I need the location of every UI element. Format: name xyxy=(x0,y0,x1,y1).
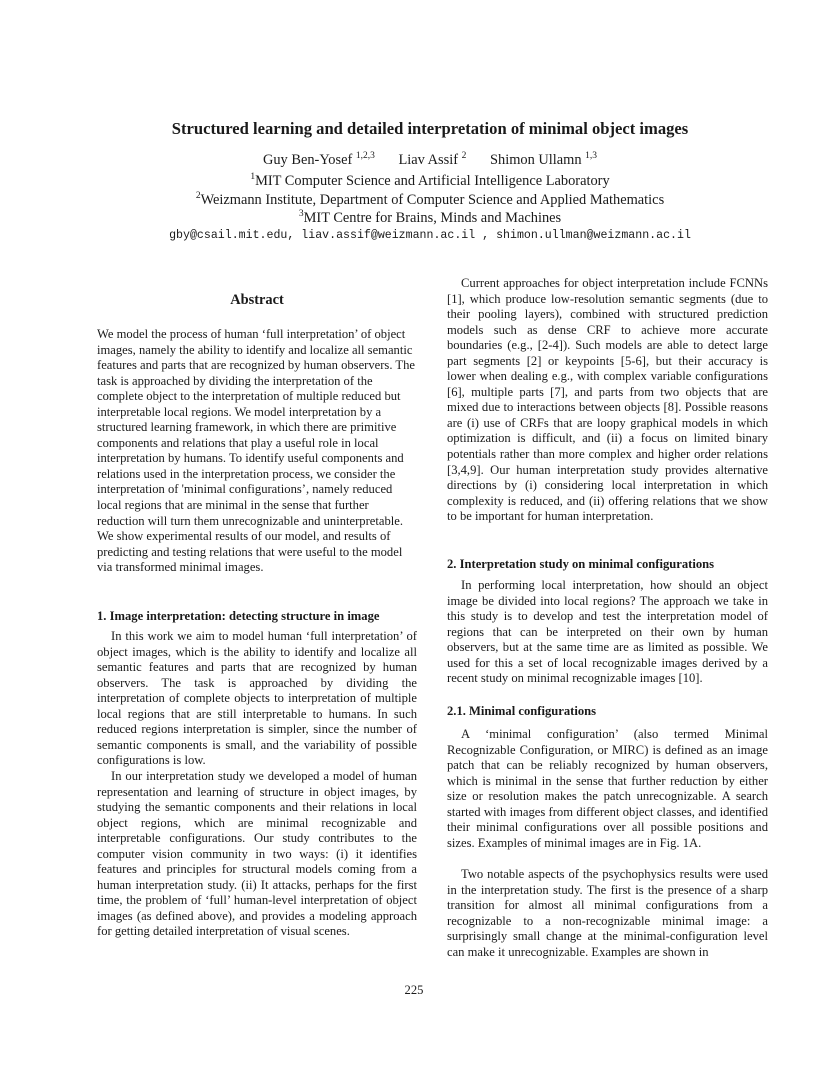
paragraph: Current approaches for object interpretation include FCNNs [1], which produce low-resolution semantic segments (due to their pooling layers), combined with structured prediction models such as dense CRF to achieve more accurate boundaries (e.g., [2-4]). Such models are able to detect large part segments [2] or keypoints [5-6], but their accuracy is lower when dealing e.g., with complex variable configurations [6], multiple parts [7], and parts from two objects that are mixed due to interactions between objects [8]. Possible reasons are (i) use of CRFs that are loopy graphical models in which optimization is difficult, and (ii) a focus on limited binary potentials rather than more complex and higher order relations [3,4,9]. Our human interpretation study provides alternative directions by (i) considering local interpretation in which complexity is reduced, and (ii) offering relations that we show to be important for human interpretation. xyxy=(447,276,768,524)
author xyxy=(263,150,375,170)
affiliation-text: MIT Centre for Brains, Minds and Machines xyxy=(303,210,562,226)
abstract-heading: Abstract xyxy=(230,292,284,308)
page-number: 225 xyxy=(404,983,424,997)
affiliation-mark: 1 xyxy=(250,172,256,182)
author-name: Shimon Ullamn xyxy=(490,152,582,168)
abstract-text: We model the process of human ‘full interpretation’ of object images, namely the ability to identify and localize all semantic features and parts that are recognized by human observers. The task is approached by dividing the interpretation of the complete object to the interpretation of multiple reduced but interpretable local regions. We model interpretation by a structured learning framework, in which there are primitive components and relations that play a useful role in local interpretation by humans. To identify useful components and relations used in the interpretation process, we consider the interpretation of 'minimal configurations’, namely reduced local regions that are minimal in the sense that further reduction will turn them unrecognizable and uninterpretable. We show experimental results of our model, and results of predicting and testing relations that were useful to the model via transformed minimal images. xyxy=(97,327,415,575)
paragraph: In our interpretation study we developed a model of human representation and learning of structure in object images, by studying the semantic components and their relations in local object regions, which are minimal recognizable and interpretable configurations. Our study contributes to the computer vision community in two ways: (i) it identifies features and principles for structural models coming from a human interpretation study. (ii) It attacks, perhaps for the first time, the problem of ‘full’ human-level interpretation of object images (as defined above), and provides a modeling approach for getting detailed interpretation of visual scenes. xyxy=(97,769,417,939)
affiliation-list xyxy=(60,172,800,228)
affiliation-text: Weizmann Institute, Department of Computer Science and Applied Mathematics xyxy=(200,191,665,208)
author xyxy=(490,150,597,170)
paper-title: Structured learning and detailed interpretation of minimal object images xyxy=(171,119,689,138)
paragraph: In performing local interpretation, how should an object image be divided into local regions? The approach we take in this study is to develop and test the interpretation model of regions that can be interpreted on their own by human observers, but at the same time are as limited as possible. We used for this a set of local recognizable images derived by a recent study on minimal recognizable images [10]. xyxy=(447,578,768,686)
paragraph: A ‘minimal configuration’ (also termed Minimal Recognizable Configuration, or MIRC) is defined as an image patch that can be reliably recognized by human observers, which is minimal in the sense that further reduction by either size or resolution makes the patch unrecognizable. A search started with images from different object classes, and identified their minimal configurations over all possible positions and sizes. Examples of minimal images are in Fig. 1A. xyxy=(447,727,768,850)
section-heading: 2.1. Minimal configurations xyxy=(447,704,597,718)
paragraph: Two notable aspects of the psychophysics results were used in the interpretation study. The first is the presence of a sharp transition for almost all minimal configurations from a recognizable to a non-recognizable minimal image: a surprisingly small change at the minimal-configuration level can make it unrecognizable. Examples are shown in xyxy=(447,867,768,959)
author-name: Liav Assif xyxy=(398,152,459,168)
author-emails: gby@csail.mit.edu, liav.assif@weizmann.ac.il , shimon.ullman@weizmann.ac.il xyxy=(169,229,691,242)
author xyxy=(398,150,466,170)
author-affiliation-mark: 1,3 xyxy=(585,151,598,161)
section-heading: 1. Image interpretation: detecting structure in image xyxy=(97,609,380,623)
affiliation xyxy=(60,209,800,228)
affiliation-mark: 3 xyxy=(298,209,304,219)
author-list xyxy=(60,150,800,170)
author-affiliation-mark: 2 xyxy=(461,151,467,161)
author-affiliation-mark: 1,2,3 xyxy=(355,151,375,161)
affiliation xyxy=(60,191,800,210)
paragraph: In this work we aim to model human ‘full interpretation’ of object images, which is the ability to identify and localize all semantic features and parts that are recognized by human observers. The task is approached by dividing the interpretation of complete objects to interpretation of multiple local regions that are still interpretable to humans. In such reduced regions interpretation is simpler, since the number of semantic components is small, and the variability of possible configurations is low. xyxy=(97,629,417,768)
author-name: Guy Ben-Yosef xyxy=(262,152,353,168)
affiliation-mark: 2 xyxy=(195,190,201,201)
affiliation xyxy=(60,172,800,191)
section-heading: 2. Interpretation study on minimal configurations xyxy=(447,557,715,571)
affiliation-text: MIT Computer Science and Artificial Intelligence Laboratory xyxy=(255,173,610,189)
